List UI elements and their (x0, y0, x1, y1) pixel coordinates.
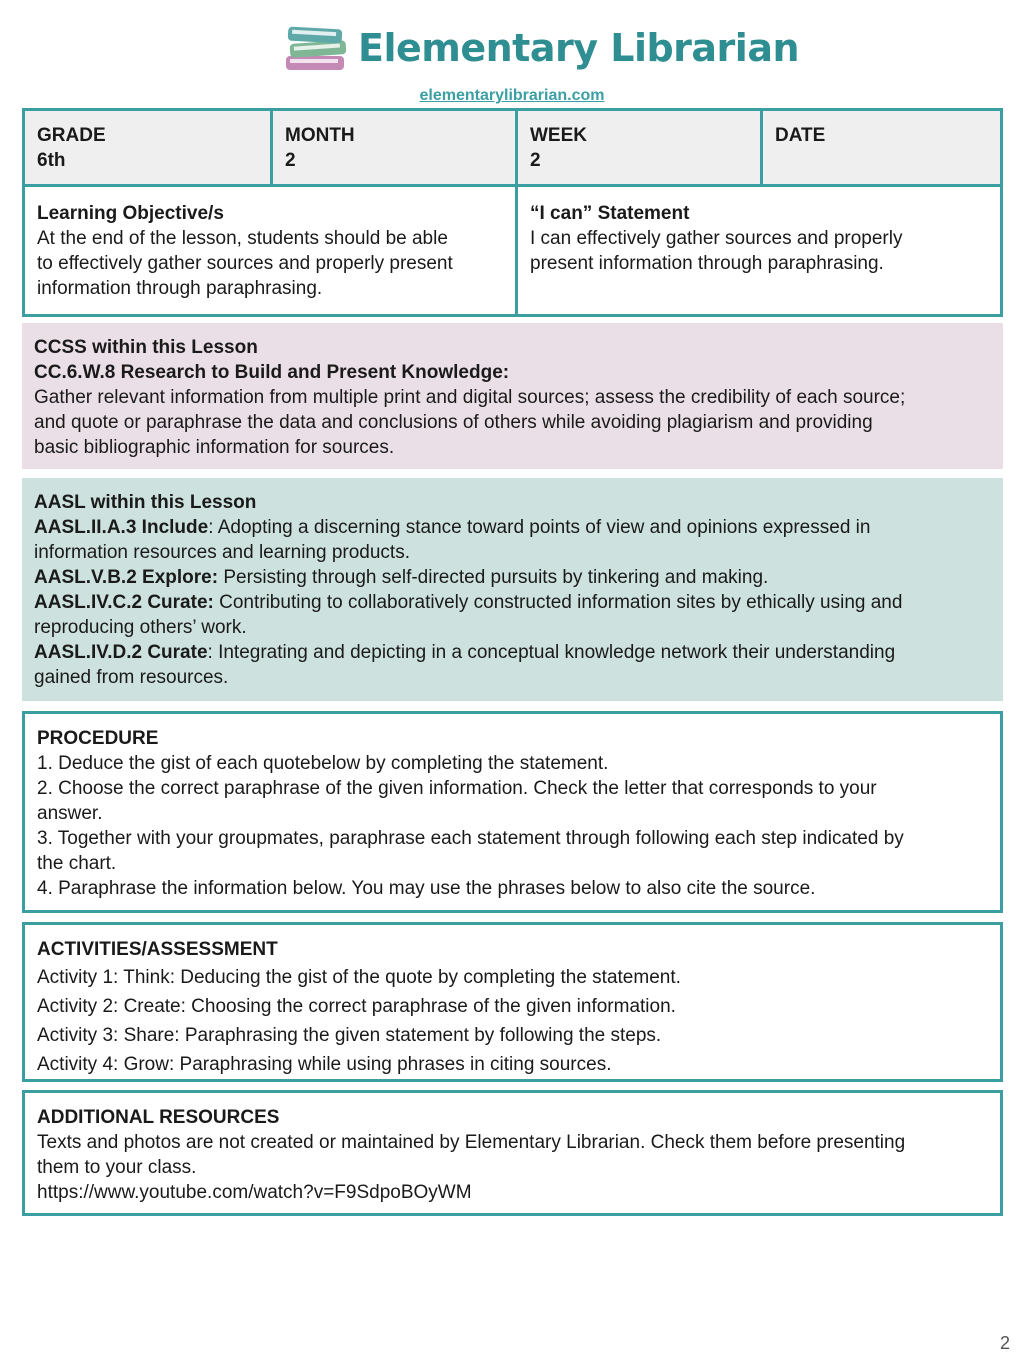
aasl-title: AASL within this Lesson (34, 492, 257, 513)
i-can-cell (515, 187, 1000, 314)
page-number: 2 (999, 1333, 1010, 1353)
i-can-line: present information through paraphrasing. (530, 253, 884, 274)
objective-row (22, 187, 1003, 317)
aasl-standard-2 (34, 565, 991, 590)
aasl-standard-3 (34, 590, 991, 615)
objective-line: information through paraphrasing. (37, 278, 323, 299)
resource-link[interactable]: https://www.youtube.com/watch?v=F9SdpoBOyWM (37, 1182, 472, 1203)
aasl-text: : Integrating and depicting in a conceptual knowledge network their understanding (207, 642, 896, 663)
activity-item: Activity 4: Grow: Paraphrasing while using phrases in citing sources. (37, 1054, 612, 1075)
aasl-continuation: gained from resources. (34, 667, 229, 688)
date-label: DATE (775, 125, 826, 146)
ccss-standard: CC.6.W.8 Research to Build and Present Knowledge: (34, 362, 510, 383)
aasl-code: AASL.IV.D.2 Curate (34, 642, 208, 663)
site-link[interactable]: elementarylibrarian.com (419, 87, 605, 104)
ccss-line: basic bibliographic information for sources. (34, 437, 395, 458)
grade-label: GRADE (37, 125, 106, 146)
procedure-line: 3. Together with your groupmates, paraphrase each statement through following each step indicated by (37, 828, 904, 849)
resources-title: ADDITIONAL RESOURCES (37, 1107, 280, 1128)
brand-title: Elementary Librarian (358, 26, 800, 70)
procedure-line: answer. (37, 803, 103, 824)
books-logo-icon (280, 22, 354, 74)
aasl-text: Contributing to collaboratively constructed information sites by ethically using and (213, 592, 903, 613)
aasl-continuation: reproducing others’ work. (34, 617, 247, 638)
aasl-code: AASL.V.B.2 Explore: (34, 567, 219, 588)
week-value: 2 (530, 150, 541, 171)
week-cell (515, 111, 760, 184)
page-header (0, 0, 1024, 110)
activities-section (22, 922, 1003, 1082)
procedure-section (22, 711, 1003, 913)
aasl-code: AASL.IV.C.2 Curate: (34, 592, 214, 613)
week-label: WEEK (530, 125, 587, 146)
ccss-line: Gather relevant information from multiple print and digital sources; assess the credibility of each source; (34, 387, 906, 408)
ccss-title: CCSS within this Lesson (34, 337, 258, 358)
aasl-continuation: information resources and learning products. (34, 542, 410, 563)
resources-line: Texts and photos are not created or maintained by Elementary Librarian. Check them before presenting (37, 1132, 906, 1153)
aasl-standard-4 (34, 640, 991, 665)
objective-line: to effectively gather sources and properly present (37, 253, 453, 274)
month-cell (270, 111, 515, 184)
activity-item: Activity 2: Create: Choosing the correct paraphrase of the given information. (37, 996, 676, 1017)
resources-line: them to your class. (37, 1157, 197, 1178)
objective-line: At the end of the lesson, students should be able (37, 228, 448, 249)
date-cell (760, 111, 1000, 184)
aasl-text: Persisting through self-directed pursuits by tinkering and making. (218, 567, 769, 588)
ccss-section (22, 323, 1003, 469)
resources-section (22, 1090, 1003, 1216)
i-can-title: “I can” Statement (530, 203, 690, 224)
grade-value: 6th (37, 150, 66, 171)
aasl-text: : Adopting a discerning stance toward points of view and opinions expressed in (208, 517, 871, 538)
procedure-line: 2. Choose the correct paraphrase of the given information. Check the letter that corresponds to your (37, 778, 877, 799)
activity-item: Activity 3: Share: Paraphrasing the given statement by following the steps. (37, 1025, 662, 1046)
i-can-line: I can effectively gather sources and properly (530, 228, 903, 249)
month-value: 2 (285, 150, 296, 171)
activity-item: Activity 1: Think: Deducing the gist of the quote by completing the statement. (37, 967, 681, 988)
procedure-line: 1. Deduce the gist of each quotebelow by completing the statement. (37, 753, 609, 774)
info-table-row (22, 108, 1003, 187)
ccss-line: and quote or paraphrase the data and conclusions of others while avoiding plagiarism and providing (34, 412, 873, 433)
grade-cell (25, 111, 270, 184)
procedure-line: the chart. (37, 853, 117, 874)
aasl-section (22, 478, 1003, 701)
activities-title: ACTIVITIES/ASSESSMENT (37, 939, 278, 960)
procedure-line: 4. Paraphrase the information below. You may use the phrases below to also cite the source. (37, 878, 816, 899)
aasl-standard-1 (34, 515, 991, 540)
procedure-title: PROCEDURE (37, 728, 159, 749)
month-label: MONTH (285, 125, 355, 146)
learning-objective-title: Learning Objective/s (37, 203, 224, 224)
logo (280, 22, 800, 82)
learning-objective-cell (25, 187, 515, 314)
aasl-code: AASL.II.A.3 Include (34, 517, 209, 538)
